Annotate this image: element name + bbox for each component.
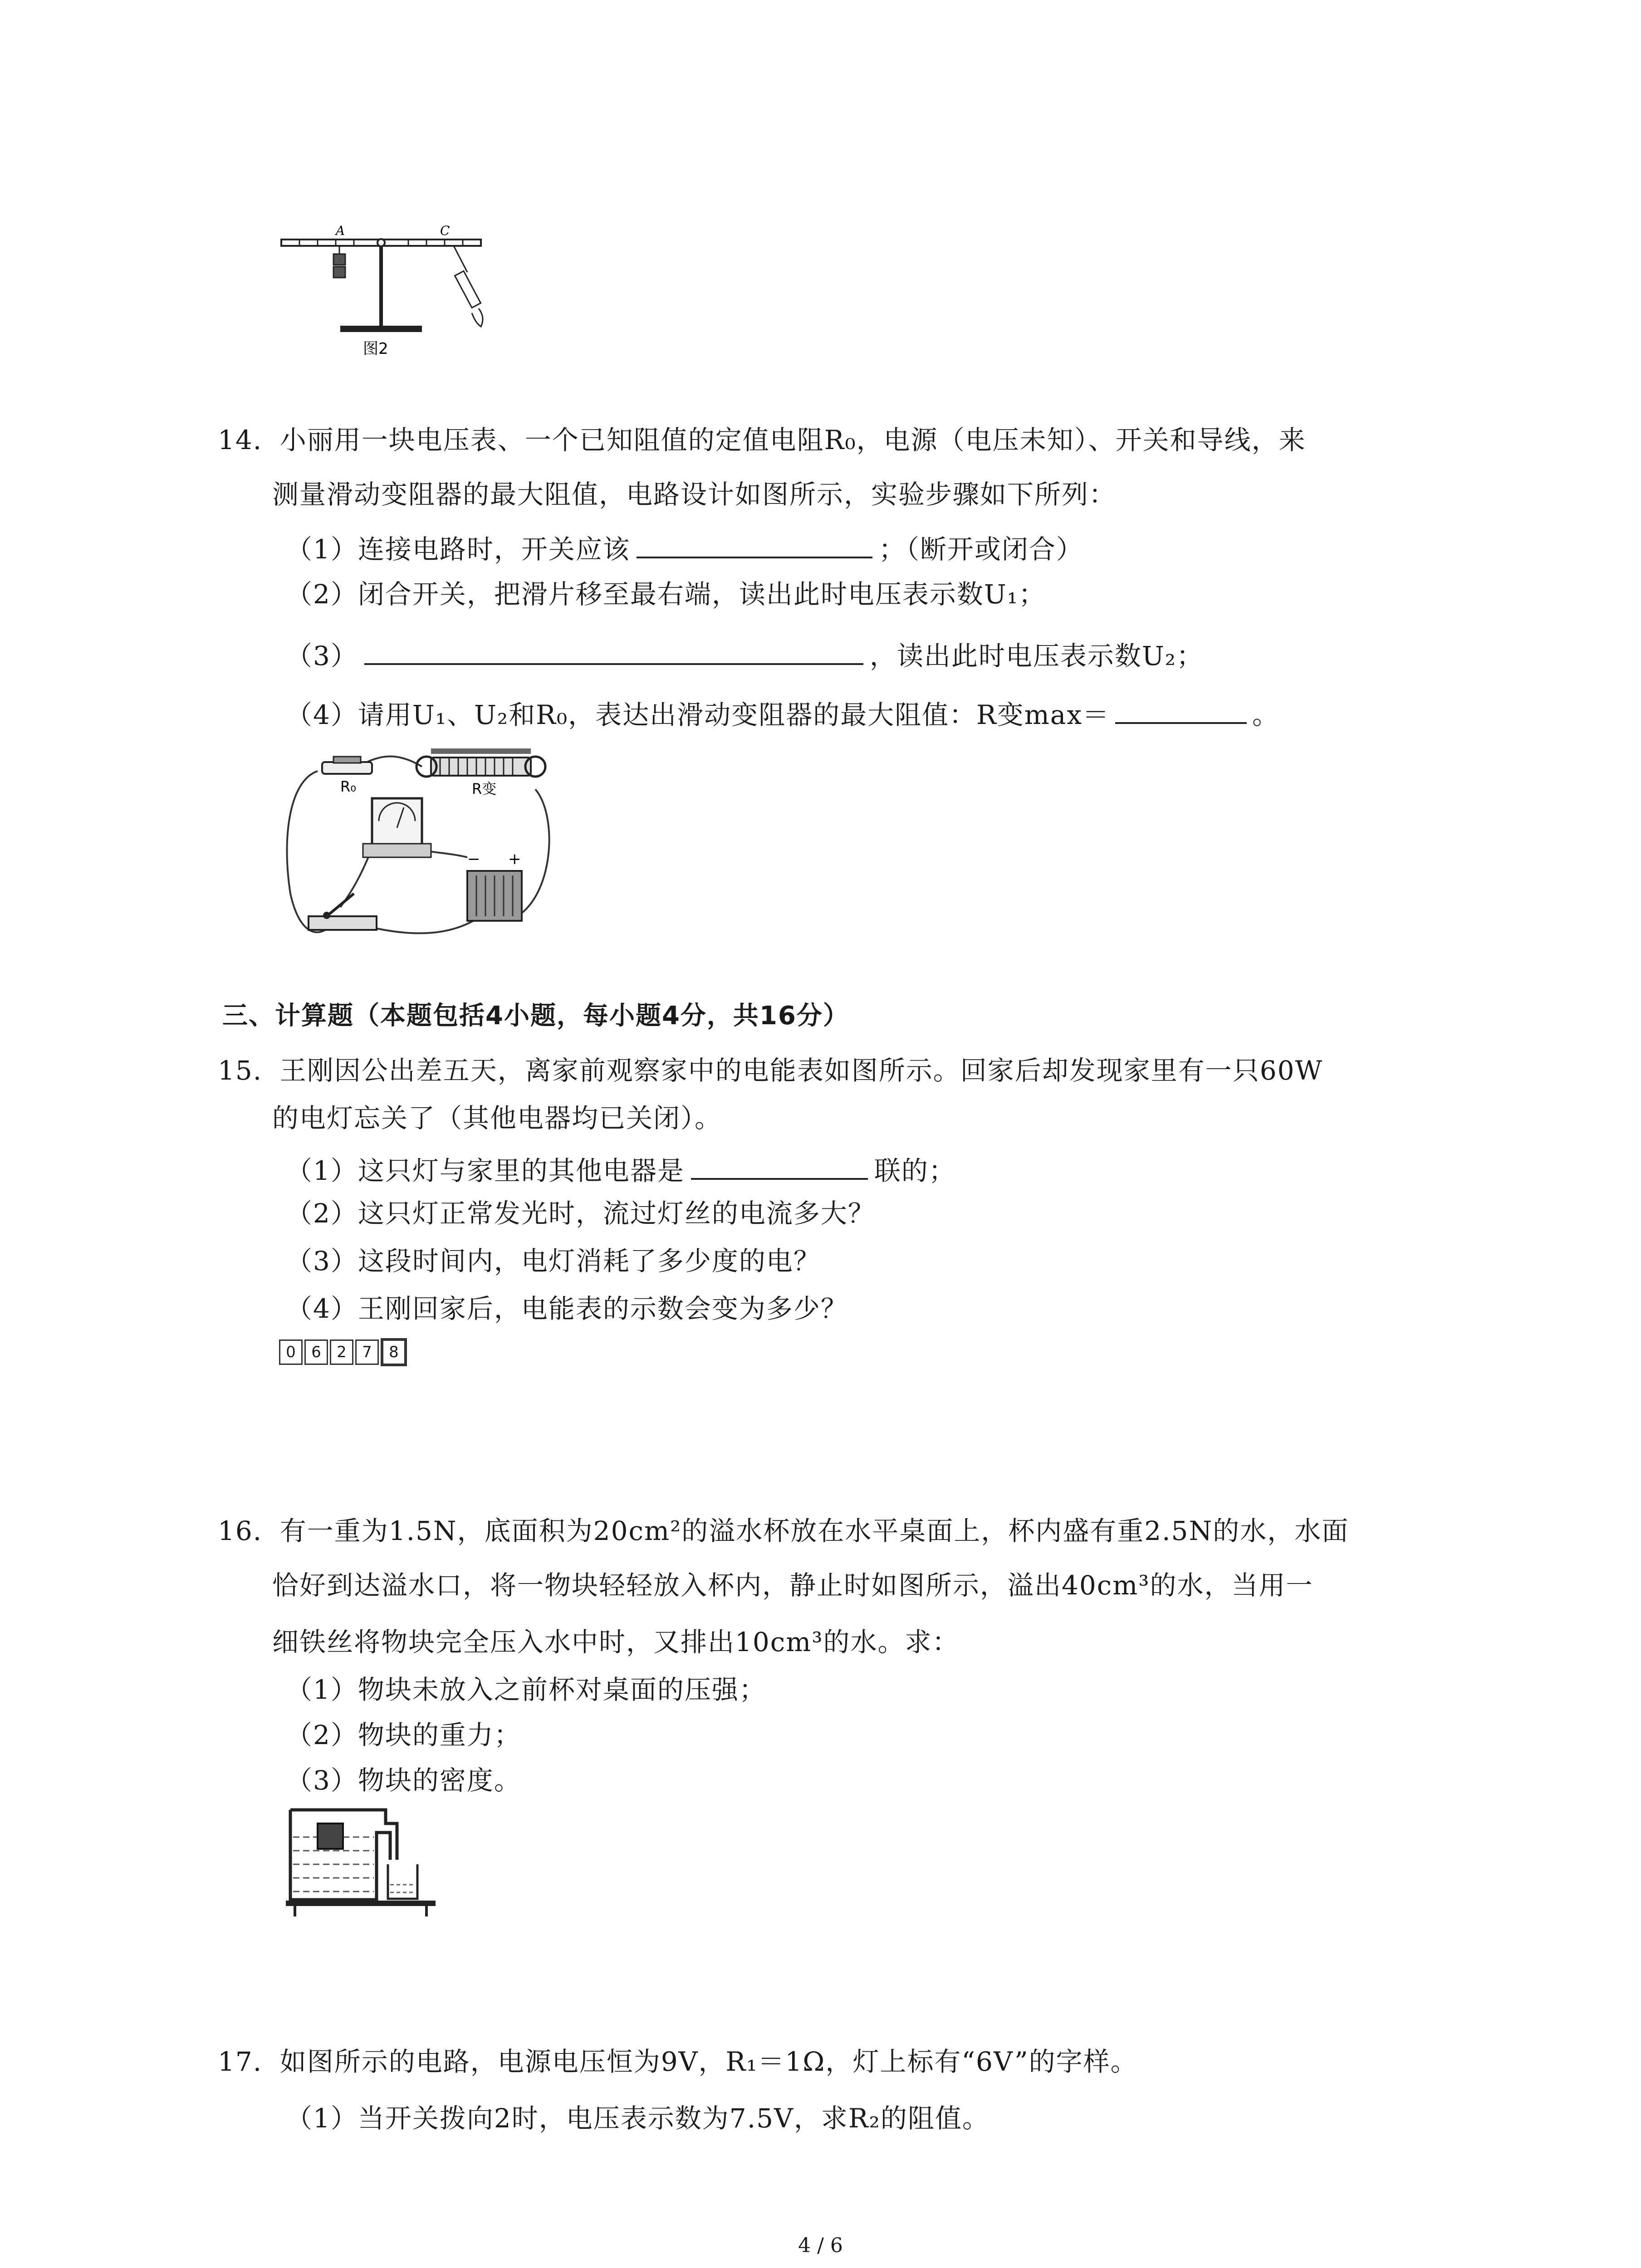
q17-sub1: （1）当开关拨向2时，电压表示数为7.5V，求R₂的阻值。 [286,2103,989,2134]
q15-sub1-blank[interactable] [691,1150,868,1180]
q15-number: 15. [218,1055,263,1086]
q16-sub3: （3）物块的密度。 [286,1765,521,1796]
q14-step2: （2）闭合开关，把滑片移至最右端，读出此时电压表示数U₁； [286,579,1046,610]
q17-number: 17. [218,2046,263,2077]
q14-step4 [286,694,1279,733]
q14-stem-line1 [218,422,1306,458]
battery-plus: + [508,850,521,868]
q14-step1-tail: ；（断开或闭合） [878,534,1083,565]
q14-step4-tail: 。 [1252,699,1280,730]
meter-digit-decimal: 8 [381,1338,407,1366]
q14-step1-text: （1）连接电路时，开关应该 [286,534,630,565]
q15-sub1 [286,1150,956,1189]
q17-stem-line1 [218,2043,1138,2080]
q15-sub1-text: （1）这只灯与家里的其他电器是 [286,1155,685,1186]
q14-step3-tail: ，读出此时电压表示数U₂； [869,640,1204,671]
meter-digit: 2 [330,1339,353,1365]
q15-stem-line2: 的电灯忘关了（其他电器均已关闭）。 [272,1103,722,1134]
q14-stem-line2: 测量滑动变阻器的最大阻值，电路设计如图所示，实验步骤如下所列： [272,479,1117,510]
q14-step3-blank[interactable] [364,635,863,665]
meter-digit: 6 [304,1339,328,1365]
q14-step3-text: （3） [286,640,358,671]
page-number: 4 / 6 [798,2234,843,2257]
q17-stem1-text: 如图所示的电路，电源电压恒为9V，R₁＝1Ω，灯上标有“6V”的字样。 [279,2046,1138,2077]
r0-label: R₀ [340,778,357,795]
q14-step3 [286,635,1204,674]
section-3-title: 三、计算题（本题包括4小题，每小题4分，共16分） [222,1001,849,1031]
q14-number: 14. [218,425,263,455]
q14-step4-blank[interactable] [1115,694,1247,724]
q16-number: 16. [218,1515,263,1546]
q16-sub2: （2）物块的重力； [286,1720,521,1750]
meter-digit: 0 [279,1339,303,1365]
q16-stem-line3: 细铁丝将物块完全压入水中时，又排出10cm³的水。求： [272,1627,960,1657]
overflow-cup-figure [281,1805,445,1919]
q14-step4-text: （4）请用U₁、U₂和R₀，表达出滑动变阻器的最大阻值：R变max＝ [286,699,1110,730]
q16-stem-line2: 恰好到达溢水口，将一物块轻轻放入杯内，静止时如图所示，溢出40cm³的水，当用一 [272,1570,1313,1601]
q16-sub1: （1）物块未放入之前杯对桌面的压强； [286,1674,766,1705]
lever-point-c: C [440,223,450,238]
q15-sub2: （2）这只灯正常发光时，流过灯丝的电流多大？ [286,1198,875,1229]
rheostat-label: R变 [472,780,497,797]
q16-stem1-text: 有一重为1.5N，底面积为20cm²的溢水杯放在水平桌面上，杯内盛有重2.5N的水，水面 [279,1515,1349,1546]
q14-step1-blank[interactable] [637,528,872,558]
lever-point-a: A [336,223,345,238]
figure-caption: 图2 [363,340,388,358]
q15-sub3: （3）这段时间内，电灯消耗了多少度的电？ [286,1246,821,1276]
q14-stem1-text: 小丽用一块电压表、一个已知阻值的定值电阻R₀，电源（电压未知）、开关和导线，来 [279,425,1306,455]
q15-sub1-tail: 联的； [874,1155,956,1186]
lever-figure [272,218,508,367]
q15-stem1-text: 王刚因公出差五天，离家前观察家中的电能表如图所示。回家后却发现家里有一只60W [279,1055,1323,1086]
energy-meter-display [279,1338,409,1366]
q15-stem-line1 [218,1052,1323,1089]
q14-circuit-figure [281,744,563,953]
meter-digit: 7 [355,1339,379,1365]
q16-stem-line1 [218,1513,1349,1549]
q15-sub4: （4）王刚回家后，电能表的示数会变为多少？ [286,1293,848,1324]
battery-minus: − [467,850,480,868]
q14-step1 [286,528,1083,567]
